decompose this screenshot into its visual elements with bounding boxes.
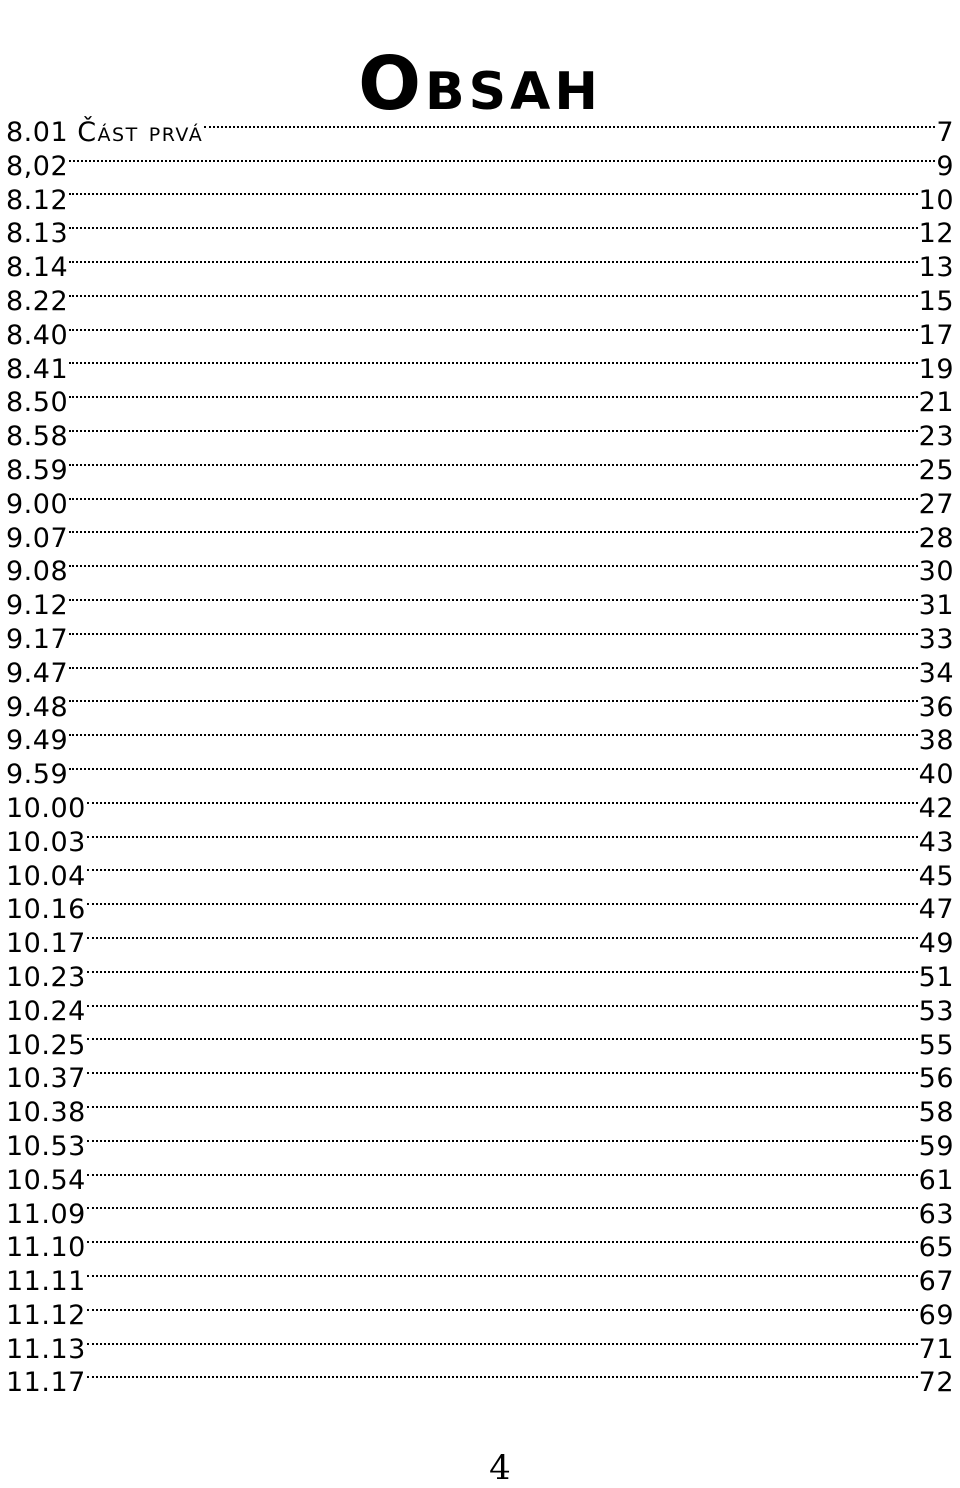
toc-entry[interactable] (6, 150, 954, 184)
dot-leader (69, 768, 918, 770)
toc-entry-label (6, 623, 68, 657)
toc-entry[interactable] (6, 623, 954, 657)
toc-entry-label (6, 1231, 86, 1265)
toc-entry-number: 8.50 (6, 387, 69, 419)
toc-entry[interactable] (6, 1299, 954, 1333)
toc-entry-heading: Část prvá (77, 117, 204, 148)
dot-leader (87, 1241, 918, 1243)
toc-entry-label (6, 1029, 86, 1063)
toc-entry-label (6, 217, 68, 251)
toc-entry-label (6, 251, 68, 285)
toc-entry-label (6, 758, 68, 792)
toc-entry-number: 9.47 (6, 657, 69, 689)
toc-entry-page: 58 (918, 1097, 954, 1129)
toc-entry[interactable] (6, 285, 954, 319)
toc-entry-label (6, 1265, 86, 1299)
dot-leader (87, 1343, 918, 1345)
toc-entry-page: 9 (936, 150, 954, 182)
dot-leader (87, 836, 918, 838)
toc-entry[interactable] (6, 555, 954, 589)
dot-leader (69, 565, 918, 567)
page-number: 4 (489, 1448, 511, 1488)
toc-entry[interactable] (6, 792, 954, 826)
toc-entry-number: 10.25 (6, 1029, 86, 1061)
toc-entry-page: 55 (918, 1029, 954, 1061)
toc-entry-number: 10.03 (6, 826, 86, 858)
toc-entry-label (6, 386, 68, 420)
dot-leader (69, 396, 918, 398)
toc-entry-label (6, 724, 68, 758)
toc-entry-label (6, 893, 86, 927)
toc-entry-label (6, 1333, 86, 1367)
toc-entry[interactable] (6, 1062, 954, 1096)
toc-entry-page: 67 (918, 1266, 954, 1298)
dot-leader (87, 1140, 918, 1142)
toc-entry[interactable] (6, 758, 954, 792)
toc-entry[interactable] (6, 319, 954, 353)
toc-entry-page: 45 (918, 860, 954, 892)
toc-entry-label (6, 555, 68, 589)
toc-entry-label (6, 420, 68, 454)
toc-entry-page: 27 (918, 488, 954, 520)
toc-entry-label (6, 657, 68, 691)
toc-entry[interactable] (6, 927, 954, 961)
dot-leader (69, 430, 918, 432)
toc-entry[interactable] (6, 589, 954, 623)
toc-entry-page: 63 (918, 1198, 954, 1230)
toc-entry-page: 42 (918, 792, 954, 824)
toc-entry[interactable] (6, 386, 954, 420)
dot-leader (69, 464, 918, 466)
toc-entry-page: 15 (918, 285, 954, 317)
toc-entry-page: 72 (918, 1367, 954, 1399)
toc-entry-number: 8.41 (6, 353, 69, 385)
dot-leader (69, 599, 918, 601)
toc-entry-number: 11.11 (6, 1266, 86, 1298)
toc-entry-label (6, 826, 86, 860)
toc-entry-page: 12 (918, 218, 954, 250)
dot-leader (87, 903, 918, 905)
toc-entry[interactable] (6, 217, 954, 251)
dot-leader (69, 700, 918, 702)
dot-leader (69, 362, 918, 364)
dot-leader (69, 734, 918, 736)
dot-leader (87, 1207, 918, 1209)
toc-entry-page: 49 (918, 928, 954, 960)
toc-entry-label (6, 1130, 86, 1164)
toc-entry-page: 69 (918, 1299, 954, 1331)
toc-entry-page: 33 (918, 623, 954, 655)
toc-entry-label (6, 589, 68, 623)
toc-entry-label (6, 488, 68, 522)
toc-entry-label (6, 150, 68, 184)
toc-entry-page: 25 (918, 454, 954, 486)
toc-entry-page: 47 (918, 894, 954, 926)
toc-entry-number: 8.58 (6, 421, 69, 453)
toc-entry-number: 11.17 (6, 1367, 86, 1399)
toc-entry-number: 9.17 (6, 623, 69, 655)
toc-entry-label (6, 1198, 86, 1232)
toc-entry-label (6, 961, 86, 995)
toc-entry-label (6, 1062, 86, 1096)
dot-leader (69, 227, 918, 229)
toc-entry-number: 11.10 (6, 1232, 86, 1264)
toc-entry[interactable] (6, 1130, 954, 1164)
dot-leader (87, 1072, 918, 1074)
toc-entry[interactable] (6, 1198, 954, 1232)
toc-entry[interactable] (6, 1366, 954, 1400)
toc-entry-number: 11.12 (6, 1299, 86, 1331)
toc-entry[interactable] (6, 184, 954, 218)
dot-leader (87, 1005, 918, 1007)
toc-entry-page: 19 (918, 353, 954, 385)
toc-entry-page: 10 (918, 184, 954, 216)
toc-entry-page: 56 (918, 1063, 954, 1095)
dot-leader (69, 667, 918, 669)
toc-entry-page: 59 (918, 1130, 954, 1162)
toc-entry[interactable] (6, 1231, 954, 1265)
toc-entry-page: 43 (918, 826, 954, 858)
toc-entry[interactable] (6, 961, 954, 995)
toc-entry-page: 28 (918, 522, 954, 554)
toc-entry-number: 10.54 (6, 1164, 86, 1196)
toc-entry-page: 65 (918, 1232, 954, 1264)
toc-entry-page: 31 (918, 590, 954, 622)
toc-entry-page: 51 (918, 961, 954, 993)
toc-entry[interactable] (6, 860, 954, 894)
toc-entry-number: 9.49 (6, 725, 69, 757)
toc-entry[interactable] (6, 522, 954, 556)
toc-entry-number: 10.04 (6, 860, 86, 892)
toc-entry-number: 10.53 (6, 1130, 86, 1162)
toc-entry-number: 10.23 (6, 961, 86, 993)
toc-entry-number: 10.17 (6, 928, 86, 960)
toc-entry-label (6, 691, 68, 725)
dot-leader (69, 295, 918, 297)
toc-entry[interactable] (6, 420, 954, 454)
dot-leader (69, 160, 935, 162)
dot-leader (87, 1038, 918, 1040)
toc-entry-page: 34 (918, 657, 954, 689)
toc-entry-page: 36 (918, 691, 954, 723)
toc-entry-number: 9.48 (6, 691, 69, 723)
dot-leader (87, 1309, 918, 1311)
toc-entry-label (6, 184, 68, 218)
toc-entry-label (6, 792, 86, 826)
toc-entry-label (6, 319, 68, 353)
toc-entry[interactable] (6, 1333, 954, 1367)
toc-entry-label (6, 1164, 86, 1198)
toc-entry-label (6, 353, 68, 387)
toc-entry[interactable] (6, 251, 954, 285)
toc-entry-number: 8,02 (6, 150, 69, 182)
toc-entry[interactable] (6, 1164, 954, 1198)
toc-entry-number: 8.22 (6, 285, 69, 317)
toc-entry-page: 53 (918, 995, 954, 1027)
toc-entry-label (6, 522, 68, 556)
toc-entry[interactable] (6, 1265, 954, 1299)
toc-entry-label (6, 995, 86, 1029)
page-title: Obsah (358, 40, 602, 127)
toc-entry-number: 9.00 (6, 488, 69, 520)
dot-leader (87, 1275, 918, 1277)
toc-entry-label (6, 927, 86, 961)
toc-entry-page: 7 (936, 117, 954, 148)
toc-entry[interactable] (6, 826, 954, 860)
table-of-contents (6, 116, 954, 1400)
toc-entry[interactable] (6, 691, 954, 725)
dot-leader (87, 802, 918, 804)
toc-entry-label (6, 116, 203, 150)
toc-entry-label (6, 454, 68, 488)
toc-entry-number: 11.09 (6, 1198, 86, 1230)
toc-entry-page: 21 (918, 387, 954, 419)
dot-leader (69, 498, 918, 500)
toc-entry-number: 8.59 (6, 454, 69, 486)
toc-entry[interactable] (6, 995, 954, 1029)
toc-entry-page: 30 (918, 556, 954, 588)
toc-entry[interactable] (6, 116, 954, 150)
toc-entry-number: 8.40 (6, 319, 69, 351)
dot-leader (69, 633, 918, 635)
toc-entry-page: 71 (918, 1333, 954, 1365)
toc-entry-number: 8.14 (6, 252, 69, 284)
dot-leader (87, 1106, 918, 1108)
toc-entry-label (6, 1366, 86, 1400)
toc-entry[interactable] (6, 724, 954, 758)
toc-entry[interactable] (6, 893, 954, 927)
toc-entry[interactable] (6, 488, 954, 522)
toc-entry-label (6, 285, 68, 319)
toc-entry-page: 61 (918, 1164, 954, 1196)
toc-entry-number: 10.16 (6, 894, 86, 926)
toc-entry-number: 10.38 (6, 1097, 86, 1129)
toc-entry-label (6, 1096, 86, 1130)
toc-entry-page: 17 (918, 319, 954, 351)
dot-leader (87, 937, 918, 939)
dot-leader (87, 971, 918, 973)
toc-entry-number: 11.13 (6, 1333, 86, 1365)
toc-entry-number: 8.12 (6, 184, 69, 216)
dot-leader (87, 1174, 918, 1176)
toc-entry[interactable] (6, 1029, 954, 1063)
toc-entry-page: 13 (918, 252, 954, 284)
dot-leader (87, 1376, 918, 1378)
toc-entry-label (6, 860, 86, 894)
dot-leader (87, 869, 918, 871)
toc-entry-number: 10.37 (6, 1063, 86, 1095)
toc-entry[interactable] (6, 454, 954, 488)
toc-entry-page: 23 (918, 421, 954, 453)
toc-entry-number: 9.08 (6, 556, 69, 588)
dot-leader (69, 261, 918, 263)
toc-entry[interactable] (6, 1096, 954, 1130)
toc-entry-page: 38 (918, 725, 954, 757)
toc-entry-page: 40 (918, 759, 954, 791)
toc-entry-number: 9.07 (6, 522, 69, 554)
toc-entry[interactable] (6, 657, 954, 691)
dot-leader (204, 126, 935, 128)
dot-leader (69, 329, 918, 331)
toc-entry-label (6, 1299, 86, 1333)
toc-entry-number: 8.01 (6, 117, 78, 148)
toc-entry-number: 9.12 (6, 590, 69, 622)
toc-entry[interactable] (6, 353, 954, 387)
toc-entry-number: 8.13 (6, 218, 69, 250)
dot-leader (69, 531, 918, 533)
toc-entry-number: 10.24 (6, 995, 86, 1027)
toc-entry-number: 9.59 (6, 759, 69, 791)
toc-entry-number: 10.00 (6, 792, 86, 824)
dot-leader (69, 193, 918, 195)
